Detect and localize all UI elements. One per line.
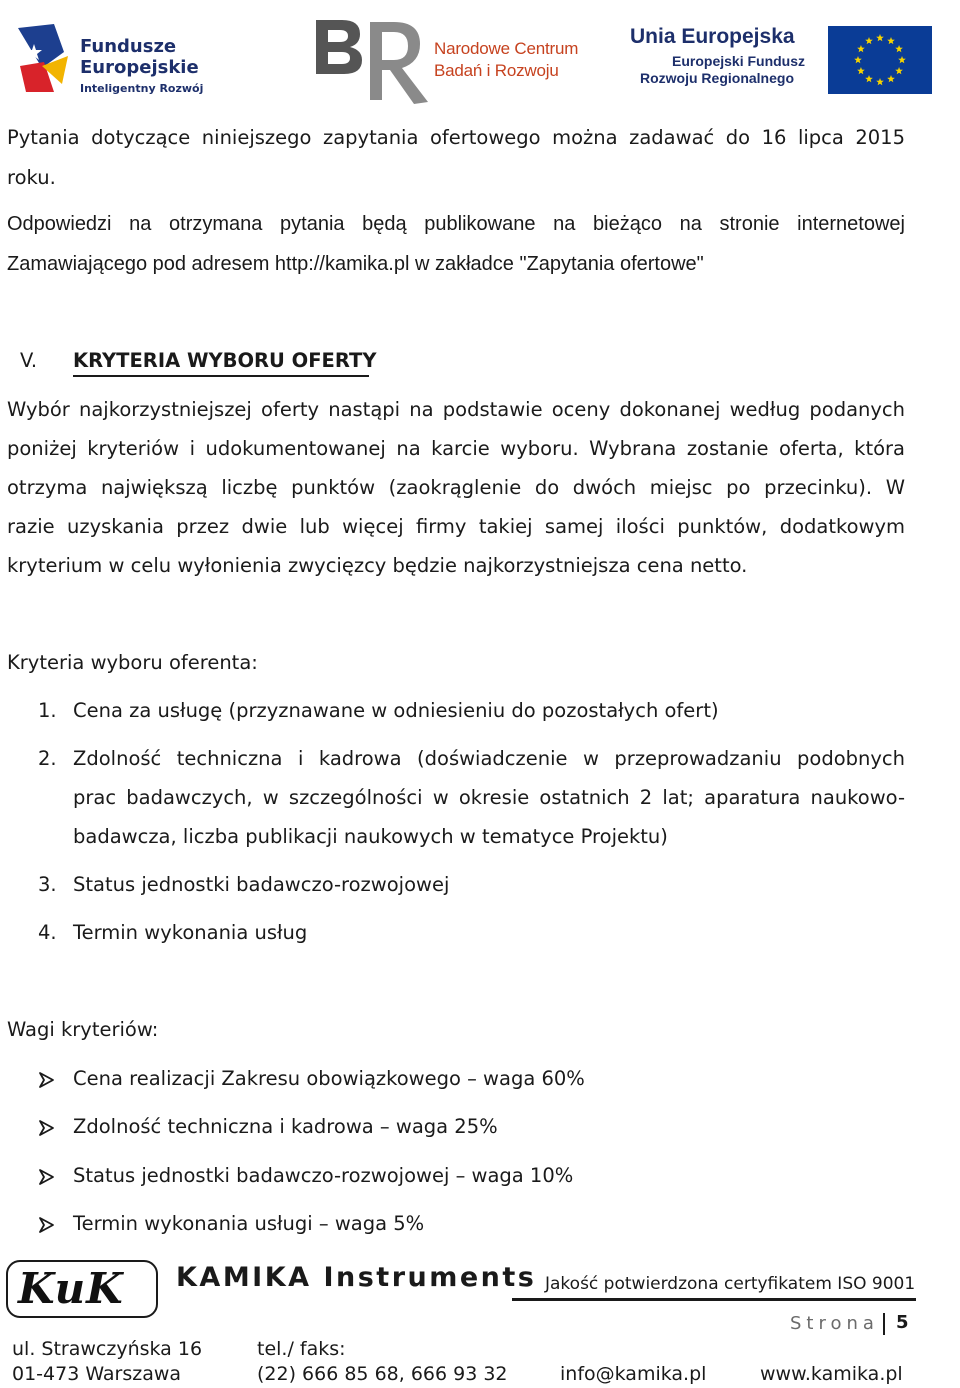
section-paragraph-line-2: poniżej kryteriów i udokumentowanej na karcie wyboru. Wybrana zostanie oferta, która <box>7 437 905 460</box>
fe-logo-line1: Fundusze <box>80 36 177 57</box>
email-address: info@kamika.pl <box>560 1363 707 1385</box>
arrow-bullet-icon <box>38 1119 56 1137</box>
intro-paragraph-1-line-1: Pytania dotyczące niniejszego zapytania ofertowego można zadawać do 16 lipca 2015 <box>7 126 905 149</box>
weights-heading: Wagi kryteriów: <box>7 1018 159 1041</box>
criteria-item-4-number: 4. <box>38 921 57 944</box>
arrow-bullet-icon <box>38 1216 56 1234</box>
criteria-item-3-text: Status jednostki badawczo-rozwojowej <box>73 873 450 896</box>
phone-label: tel./ faks: <box>257 1338 346 1360</box>
fundusze-europejskie-logo <box>10 14 210 100</box>
weight-item-1: Cena realizacji Zakresu obowiązkowego – waga 60% <box>73 1067 585 1090</box>
ncbr-logo-line2: Badań i Rozwoju <box>434 61 559 80</box>
fe-flag-icon <box>14 22 72 94</box>
criteria-item-4-text: Termin wykonania usług <box>73 921 308 944</box>
eu-logo-line3: Rozwoju Regionalnego <box>640 70 794 86</box>
weight-item-4: Termin wykonania usługi – waga 5% <box>73 1212 425 1235</box>
kuk-logo <box>6 1260 158 1318</box>
section-title <box>73 349 376 372</box>
eu-logo <box>628 18 938 98</box>
iso-certificate-note: Jakość potwierdzona certyfikatem ISO 9001 <box>545 1274 916 1294</box>
weight-item-3: Status jednostki badawczo-rozwojowej – waga 10% <box>73 1164 574 1187</box>
page-label-separator <box>883 1313 885 1335</box>
weight-item-2: Zdolność techniczna i kadrowa – waga 25% <box>73 1115 498 1138</box>
section-title-text: KRYTERIA WYBORU OFERTY <box>73 349 377 372</box>
fe-logo-line3: Inteligentny Rozwój <box>80 82 204 95</box>
eu-logo-line2: Europejski Fundusz <box>672 53 806 69</box>
ncbr-logo <box>310 14 580 104</box>
address-city: 01-473 Warszawa <box>12 1363 182 1385</box>
intro-paragraph-1-line-2: roku. <box>7 166 56 189</box>
section-number: V. <box>20 349 38 372</box>
criteria-item-2-line-3: badawcza, liczba publikacji naukowych w tematyce Projektu) <box>73 825 668 848</box>
section-paragraph-line-1: Wybór najkorzystniejszej oferty nastąpi na podstawie oceny dokonanej według podanych <box>7 398 905 421</box>
eu-logo-line1: Unia Europejska <box>630 25 795 48</box>
fe-logo-line2: Europejskie <box>80 57 199 78</box>
company-name: KAMIKA Instruments <box>176 1262 537 1293</box>
address-street: ul. Strawczyńska 16 <box>12 1338 203 1360</box>
criteria-item-2-line-1: Zdolność techniczna i kadrowa (doświadczenie w przeprowadzaniu podobnych <box>73 747 905 770</box>
section-paragraph-line-3: otrzyma największą liczbę punktów (zaokrąglenie do dwóch miejsc po przecinku). W <box>7 476 905 499</box>
criteria-heading: Kryteria wyboru oferenta: <box>7 651 258 674</box>
section-title-underline <box>73 375 369 377</box>
page-number: 5 <box>896 1312 909 1333</box>
ncbr-br-mark-icon <box>310 14 432 106</box>
section-paragraph-line-5: kryterium w celu wyłonienia zwycięzcy będzie najkorzystniejsza cena netto. <box>7 554 748 577</box>
phone-numbers: (22) 666 85 68, 666 93 32 <box>257 1363 508 1385</box>
website-address: www.kamika.pl <box>760 1363 903 1385</box>
footer-divider <box>512 1298 916 1301</box>
intro-paragraph-2-line-2: Zamawiającego pod adresem http://kamika.pl w zakładce "Zapytania ofertowe" <box>7 253 704 275</box>
criteria-item-3-number: 3. <box>38 873 57 896</box>
section-paragraph-line-4: razie uzyskania przez dwie lub więcej firmy takiej samej ilości punktów, dodatkowym <box>7 515 905 538</box>
arrow-bullet-icon <box>38 1071 56 1089</box>
criteria-item-1-text: Cena za usługę (przyznawane w odniesieniu do pozostałych ofert) <box>73 699 719 722</box>
kuk-logo-text: KuK <box>18 1264 124 1313</box>
eu-flag-icon <box>828 26 932 94</box>
page-label: Strona <box>790 1313 879 1334</box>
intro-paragraph-2-line-1: Odpowiedzi na otrzymana pytania będą publikowane na bieżąco na stronie internetowej <box>7 213 905 235</box>
criteria-item-2-line-2: prac badawczych, w szczególności w okresie ostatnich 2 lat; aparatura naukowo- <box>73 786 905 809</box>
criteria-item-1-number: 1. <box>38 699 57 722</box>
arrow-bullet-icon <box>38 1168 56 1186</box>
ncbr-logo-line1: Narodowe Centrum <box>434 39 579 58</box>
criteria-item-2-number: 2. <box>38 747 57 770</box>
